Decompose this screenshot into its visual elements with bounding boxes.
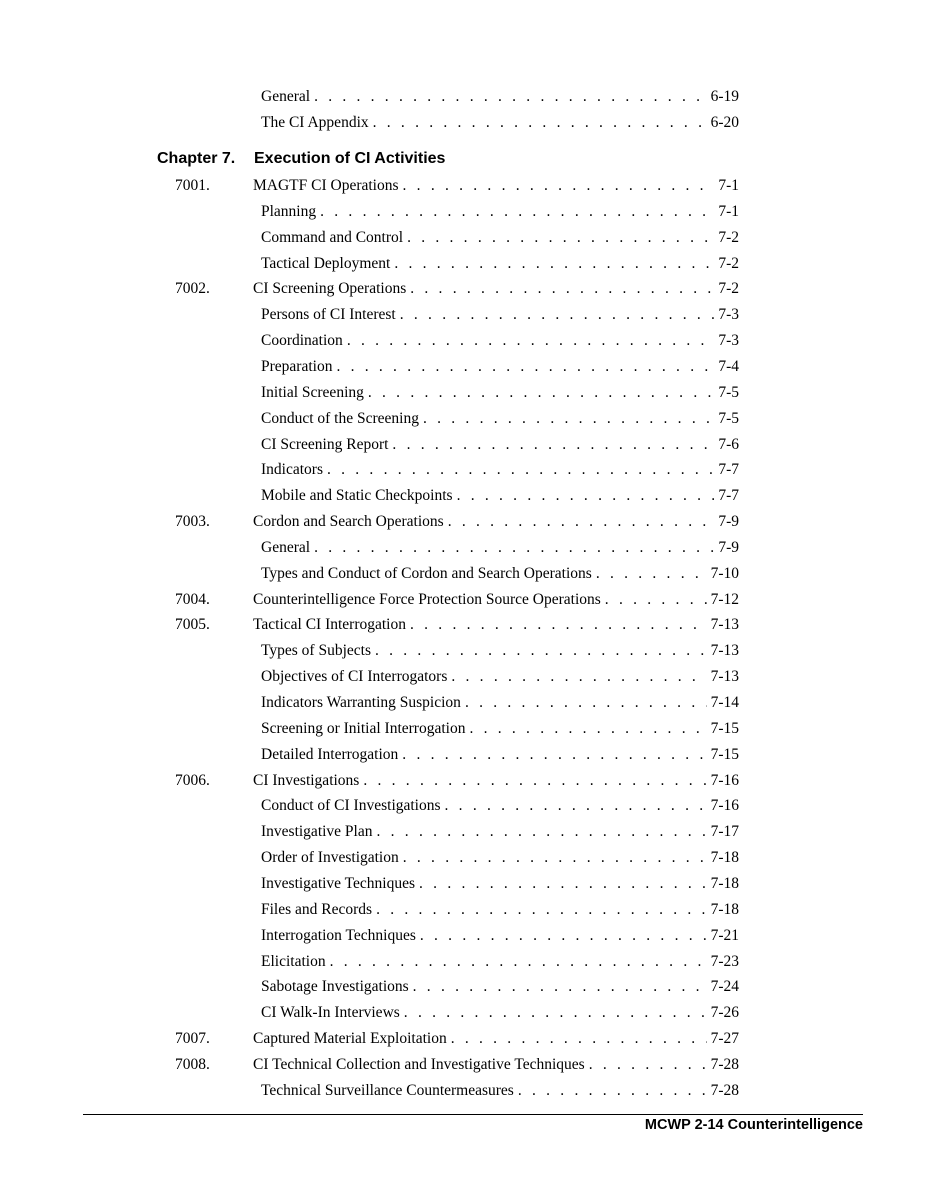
toc-entry: [0, 925, 926, 947]
dot-leader: [465, 692, 707, 714]
toc-entry: [0, 1002, 926, 1024]
toc-entry: [0, 563, 926, 585]
section-number: 7005.: [175, 616, 210, 633]
entry-title: Captured Material Exploitation: [253, 1030, 447, 1047]
dot-leader: [448, 511, 715, 533]
entry-line: [261, 330, 739, 352]
entry-title: Initial Screening: [261, 384, 364, 401]
dot-leader: [347, 330, 715, 352]
chapter-heading: [157, 148, 446, 170]
entry-title: CI Screening Operations: [253, 280, 407, 297]
entry-title: Objectives of CI Interrogators: [261, 668, 448, 685]
entry-title: Investigative Plan: [261, 823, 373, 840]
entry-line: [261, 253, 739, 275]
section-number: 7002.: [175, 280, 210, 297]
entry-line: [253, 770, 739, 792]
entry-line: [261, 356, 739, 378]
toc-entry: [0, 976, 926, 998]
page-number: 7-15: [710, 746, 739, 763]
entry-title: Cordon and Search Operations: [253, 513, 444, 530]
entry-line: [261, 227, 739, 249]
entry-line: [253, 589, 739, 611]
section-number: 7008.: [175, 1056, 210, 1073]
page-number: 6-20: [710, 114, 739, 131]
toc-entry: [0, 1080, 926, 1102]
entry-line: [261, 718, 739, 740]
entry-line: [253, 1028, 739, 1050]
entry-line: [261, 873, 739, 895]
page-number: 7-5: [718, 410, 739, 427]
entry-line: [261, 847, 739, 869]
toc-entry: [0, 356, 926, 378]
entry-title: General: [261, 539, 311, 556]
entry-title: General: [261, 88, 311, 105]
dot-leader: [377, 821, 707, 843]
entry-line: [261, 459, 739, 481]
dot-leader: [314, 537, 714, 559]
page-number: 7-17: [710, 823, 739, 840]
dot-leader: [314, 86, 707, 108]
entry-line: [253, 614, 739, 636]
dot-leader: [327, 459, 714, 481]
entry-title: Tactical Deployment: [261, 255, 391, 272]
toc-entry: [0, 744, 926, 766]
section-number: 7007.: [175, 1030, 210, 1047]
entry-line: [261, 795, 739, 817]
dot-leader: [605, 589, 707, 611]
toc-entry: [0, 408, 926, 430]
entry-title: Command and Control: [261, 229, 404, 246]
entry-title: MAGTF CI Operations: [253, 177, 399, 194]
entry-line: [253, 511, 739, 533]
page-number: 7-3: [718, 332, 739, 349]
entry-line: [261, 899, 739, 921]
page-number: 7-12: [710, 591, 739, 608]
page-number: 7-2: [718, 255, 739, 272]
page-number: 7-18: [710, 849, 739, 866]
page-number: 7-13: [710, 642, 739, 659]
dot-leader: [457, 485, 715, 507]
entry-title: Files and Records: [261, 901, 373, 918]
entry-title: CI Walk-In Interviews: [261, 1004, 400, 1021]
entry-title: Conduct of CI Investigations: [261, 797, 441, 814]
page-number: 7-1: [718, 203, 739, 220]
entry-line: [253, 1054, 739, 1076]
toc-entry: [0, 201, 926, 223]
section-number: 7003.: [175, 513, 210, 530]
toc-entry: [0, 666, 926, 688]
toc-entry: [0, 485, 926, 507]
entry-line: [253, 175, 739, 197]
entry-line: [261, 821, 739, 843]
entry-title: Persons of CI Interest: [261, 306, 396, 323]
entry-line: [261, 485, 739, 507]
toc-entry: [0, 537, 926, 559]
dot-leader: [403, 175, 715, 197]
page-number: 7-9: [718, 539, 739, 556]
toc-entry: [0, 718, 926, 740]
page-number: 7-2: [718, 229, 739, 246]
page-number: 7-6: [718, 436, 739, 453]
chapter-label: Chapter 7.: [157, 150, 236, 167]
toc-entry: [0, 1028, 926, 1050]
dot-leader: [330, 951, 707, 973]
dot-leader: [445, 795, 707, 817]
toc-entry: [0, 847, 926, 869]
dot-leader: [420, 925, 707, 947]
entry-line: [261, 201, 739, 223]
entry-line: [261, 563, 739, 585]
entry-line: [261, 86, 739, 108]
entry-title: Indicators: [261, 461, 323, 478]
dot-leader: [392, 434, 714, 456]
dot-leader: [423, 408, 714, 430]
dot-leader: [376, 899, 707, 921]
entry-line: [261, 304, 739, 326]
dot-leader: [596, 563, 707, 585]
page-number: 7-4: [718, 358, 739, 375]
toc-entry: [0, 873, 926, 895]
toc-entry: [0, 112, 926, 134]
dot-leader: [413, 976, 707, 998]
toc-entry: [0, 951, 926, 973]
page-number: 7-13: [710, 616, 739, 633]
dot-leader: [410, 614, 707, 636]
dot-leader: [407, 227, 714, 249]
toc-entry: [0, 253, 926, 275]
dot-leader: [403, 847, 707, 869]
dot-leader: [363, 770, 706, 792]
toc-entry: [0, 770, 926, 792]
page-number: 7-28: [710, 1056, 739, 1073]
dot-leader: [404, 1002, 707, 1024]
toc-entry: [0, 227, 926, 249]
toc-entry: [0, 382, 926, 404]
toc-entry: [0, 175, 926, 197]
entry-title: The CI Appendix: [261, 114, 369, 131]
entry-line: [261, 112, 739, 134]
chapter-title: Execution of CI Activities: [254, 150, 446, 167]
toc-entry: [0, 459, 926, 481]
toc-entry: [0, 1054, 926, 1076]
toc-entry: [0, 330, 926, 352]
toc-entry: [0, 278, 926, 300]
page-number: 6-19: [710, 88, 739, 105]
dot-leader: [320, 201, 714, 223]
page-number: 7-2: [718, 280, 739, 297]
section-number: 7004.: [175, 591, 210, 608]
entry-title: Investigative Techniques: [261, 875, 416, 892]
entry-title: Detailed Interrogation: [261, 746, 399, 763]
dot-leader: [402, 744, 706, 766]
entry-title: CI Technical Collection and Investigative Techniques: [253, 1056, 585, 1073]
section-number: 7006.: [175, 772, 210, 789]
page-number: 7-7: [718, 461, 739, 478]
dot-leader: [589, 1054, 707, 1076]
toc-entry: [0, 304, 926, 326]
dot-leader: [451, 666, 706, 688]
entry-line: [261, 692, 739, 714]
footer-title: MCWP 2-14 Counterintelligence: [644, 1117, 863, 1133]
entry-title: Order of Investigation: [261, 849, 399, 866]
page-number: 7-16: [710, 772, 739, 789]
page-number: 7-26: [710, 1004, 739, 1021]
entry-title: CI Investigations: [253, 772, 360, 789]
toc-entry: [0, 821, 926, 843]
page-number: 7-18: [710, 875, 739, 892]
toc-entry: [0, 511, 926, 533]
entry-line: [261, 408, 739, 430]
dot-leader: [400, 304, 715, 326]
page-number: 7-10: [710, 565, 739, 582]
dot-leader: [368, 382, 714, 404]
toc-entry: [0, 899, 926, 921]
page-number: 7-13: [710, 668, 739, 685]
page-number: 7-27: [710, 1030, 739, 1047]
entry-title: Elicitation: [261, 953, 326, 970]
entry-title: Screening or Initial Interrogation: [261, 720, 466, 737]
page-number: 7-24: [710, 978, 739, 995]
toc-entry: [0, 589, 926, 611]
page-number: 7-15: [710, 720, 739, 737]
section-number: 7001.: [175, 177, 210, 194]
entry-line: [261, 951, 739, 973]
entry-line: [253, 278, 739, 300]
page-number: 7-9: [718, 513, 739, 530]
entry-line: [261, 537, 739, 559]
page-number: 7-23: [710, 953, 739, 970]
entry-title: Interrogation Techniques: [261, 927, 416, 944]
entry-title: Coordination: [261, 332, 343, 349]
entry-title: Planning: [261, 203, 317, 220]
toc-entry: [0, 692, 926, 714]
dot-leader: [419, 873, 707, 895]
entry-line: [261, 1002, 739, 1024]
dot-leader: [336, 356, 714, 378]
entry-title: Sabotage Investigations: [261, 978, 409, 995]
toc-entry: [0, 86, 926, 108]
entry-title: Technical Surveillance Countermeasures: [261, 1082, 514, 1099]
entry-title: Types and Conduct of Cordon and Search Operations: [261, 565, 592, 582]
entry-title: Preparation: [261, 358, 333, 375]
page-number: 7-5: [718, 384, 739, 401]
dot-leader: [375, 640, 707, 662]
entry-title: Mobile and Static Checkpoints: [261, 487, 453, 504]
page-number: 7-3: [718, 306, 739, 323]
dot-leader: [394, 253, 714, 275]
page-number: 7-18: [710, 901, 739, 918]
entry-line: [261, 434, 739, 456]
entry-line: [261, 666, 739, 688]
toc-entry: [0, 614, 926, 636]
entry-title: CI Screening Report: [261, 436, 389, 453]
dot-leader: [373, 112, 707, 134]
toc-entry: [0, 434, 926, 456]
page-number: 7-21: [710, 927, 739, 944]
page-number: 7-7: [718, 487, 739, 504]
entry-line: [261, 925, 739, 947]
dot-leader: [451, 1028, 707, 1050]
entry-line: [261, 1080, 739, 1102]
entry-line: [261, 744, 739, 766]
entry-title: Counterintelligence Force Protection Source Operations: [253, 591, 601, 608]
entry-title: Conduct of the Screening: [261, 410, 419, 427]
entry-line: [261, 382, 739, 404]
entry-title: Indicators Warranting Suspicion: [261, 694, 461, 711]
dot-leader: [518, 1080, 707, 1102]
page-number: 7-28: [710, 1082, 739, 1099]
page-number: 7-16: [710, 797, 739, 814]
toc-entry: [0, 640, 926, 662]
toc-entry: [0, 795, 926, 817]
entry-line: [261, 640, 739, 662]
page-number: 7-14: [710, 694, 739, 711]
entry-title: Tactical CI Interrogation: [253, 616, 406, 633]
dot-leader: [410, 278, 714, 300]
dot-leader: [469, 718, 706, 740]
entry-title: Types of Subjects: [261, 642, 371, 659]
page-number: 7-1: [718, 177, 739, 194]
entry-line: [261, 976, 739, 998]
